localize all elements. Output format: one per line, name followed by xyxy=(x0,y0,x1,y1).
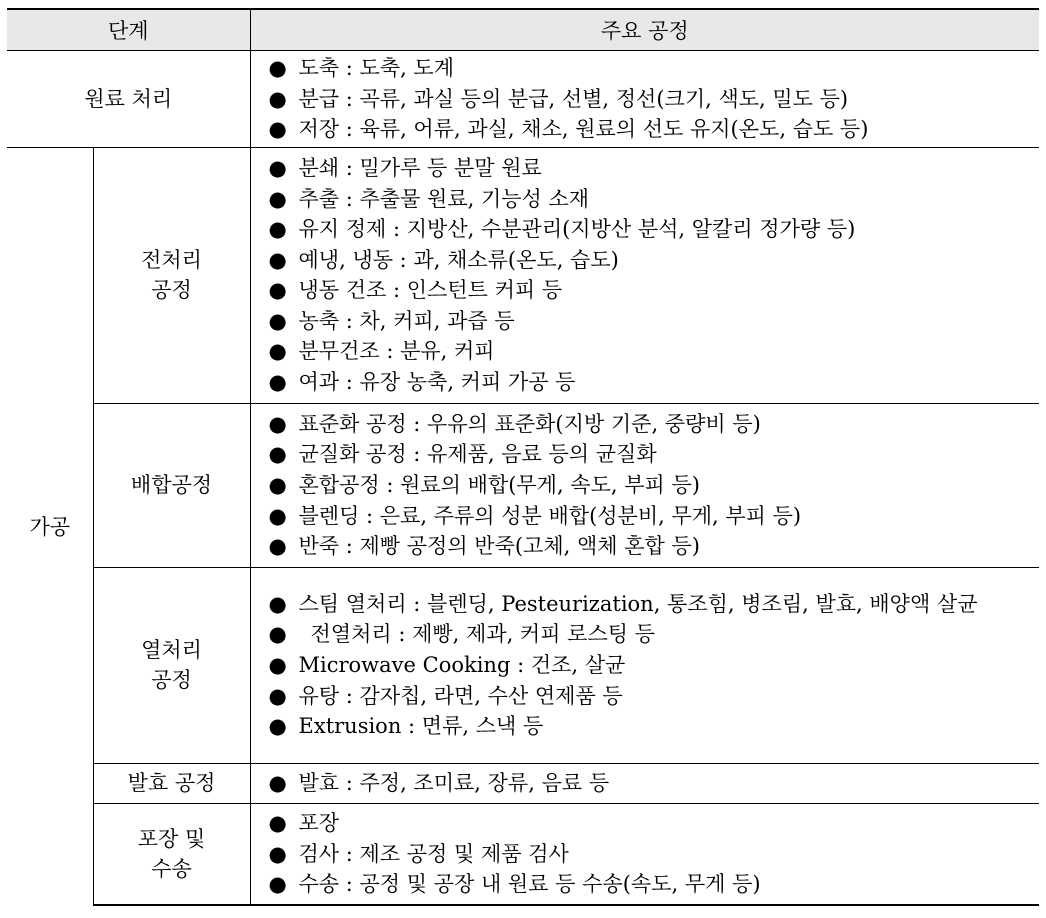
group-name-pretreatment: 전처리 공정 xyxy=(93,147,250,403)
heat-treatment-row xyxy=(7,567,1039,763)
bullet-icon: ● xyxy=(268,622,287,647)
list-item: ● 표준화 공정 : 우유의 표준화(지방 기준, 중량비 등) xyxy=(269,409,1040,440)
list-item: ● 추출 : 추출물 원료, 기능성 소재 xyxy=(269,184,1040,215)
list-item: ● Microwave Cooking : 건조, 살균 xyxy=(269,650,1040,681)
list-item: ● 유지 정제 : 지방산, 수분관리(지방산 분석, 알칼리 정가량 등) xyxy=(269,214,1040,245)
header-row xyxy=(7,9,1039,51)
bullet-icon: ● xyxy=(268,308,287,333)
processing-stage-label: 가공 xyxy=(7,147,93,905)
list-item: ● 전열처리 : 제빵, 제과, 커피 로스팅 등 xyxy=(269,619,1040,650)
list-item: ● 냉동 건조 : 인스턴트 커피 등 xyxy=(269,275,1040,306)
bullet-icon: ● xyxy=(268,811,287,836)
bullet-icon: ● xyxy=(268,339,287,364)
raw-stage-label: 원료 처리 xyxy=(7,51,250,148)
list-item: ● 반죽 : 제빵 공정의 반죽(고체, 액체 혼합 등) xyxy=(269,531,1040,562)
list-item: ● 유탕 : 감자칩, 라면, 수산 연제품 등 xyxy=(269,681,1040,712)
bullet-icon: ● xyxy=(268,117,287,142)
bullet-icon: ● xyxy=(268,442,287,467)
bullet-icon: ● xyxy=(268,652,287,677)
process-table xyxy=(7,8,1039,906)
bullet-icon: ● xyxy=(268,714,287,739)
group-name-packaging: 포장 및 수송 xyxy=(93,803,250,905)
bullet-icon: ● xyxy=(268,56,287,80)
bullet-icon: ● xyxy=(268,86,287,111)
list-item: ● 포장 xyxy=(269,808,1040,839)
bullet-icon: ● xyxy=(268,591,287,616)
header-stage: 단계 xyxy=(7,9,250,51)
list-item: ● 스팀 열처리 : 블렌딩, Pesteurization, 통조힘, 병조림, 발효, 배양액 살균 xyxy=(269,589,1040,620)
fermentation-row xyxy=(7,763,1039,803)
list-item: ● 블렌딩 : 은료, 주류의 성분 배합(성분비, 무게, 부피 등) xyxy=(269,501,1040,532)
pretreatment-row xyxy=(7,147,1039,403)
bullet-icon: ● xyxy=(268,411,287,436)
group-name-heat-treatment: 열처리 공정 xyxy=(93,567,250,763)
list-item: ● 도축 : 도축, 도계 xyxy=(269,53,1040,84)
header-process: 주요 공정 xyxy=(250,9,1039,51)
list-item: ● Extrusion : 면류, 스낵 등 xyxy=(269,711,1040,742)
packaging-row xyxy=(7,803,1039,905)
list-item: ● 분무건조 : 분유, 커피 xyxy=(269,336,1040,367)
pretreatment-items xyxy=(250,147,1039,403)
bullet-icon: ● xyxy=(268,247,287,272)
heat-treatment-items xyxy=(250,567,1039,763)
group-name-fermentation: 발효 공정 xyxy=(93,763,250,803)
fermentation-items xyxy=(250,763,1039,803)
bullet-icon: ● xyxy=(268,217,287,242)
bullet-icon: ● xyxy=(268,278,287,303)
bullet-icon: ● xyxy=(268,872,287,897)
list-item: ● 균질화 공정 : 유제품, 음료 등의 균질화 xyxy=(269,439,1040,470)
bullet-icon: ● xyxy=(268,841,287,866)
blending-row xyxy=(7,403,1039,567)
bullet-icon: ● xyxy=(268,503,287,528)
group-name-blending: 배합공정 xyxy=(93,403,250,567)
raw-items xyxy=(250,51,1039,148)
list-item: ● 수송 : 공정 및 공장 내 원료 등 수송(속도, 무게 등) xyxy=(269,869,1040,900)
list-item: ● 분쇄 : 밀가루 등 분말 원료 xyxy=(269,153,1040,184)
bullet-icon: ● xyxy=(268,186,287,211)
bullet-icon: ● xyxy=(268,155,287,180)
bullet-icon: ● xyxy=(268,472,287,497)
list-item: ● 저장 : 육류, 어류, 과실, 채소, 원료의 선도 유지(온도, 습도 등) xyxy=(269,114,1040,145)
bullet-icon: ● xyxy=(268,683,287,708)
list-item: ● 농축 : 차, 커피, 과즙 등 xyxy=(269,306,1040,337)
bullet-icon: ● xyxy=(268,534,287,559)
list-item: ● 검사 : 제조 공정 및 제품 검사 xyxy=(269,839,1040,870)
list-item: ● 예냉, 냉동 : 과, 채소류(온도, 습도) xyxy=(269,245,1040,276)
list-item: ● 여과 : 유장 농축, 커피 가공 등 xyxy=(269,367,1040,398)
packaging-items xyxy=(250,803,1039,905)
bullet-icon: ● xyxy=(268,370,287,395)
list-item: ● 혼합공정 : 원료의 배합(무게, 속도, 부피 등) xyxy=(269,470,1040,501)
raw-row xyxy=(7,51,1039,148)
list-item: ● 분급 : 곡류, 과실 등의 분급, 선별, 정선(크기, 색도, 밀도 등) xyxy=(269,84,1040,115)
list-item: ● 발효 : 주정, 조미료, 장류, 음료 등 xyxy=(269,768,1040,799)
blending-items xyxy=(250,403,1039,567)
bullet-icon: ● xyxy=(268,770,287,795)
